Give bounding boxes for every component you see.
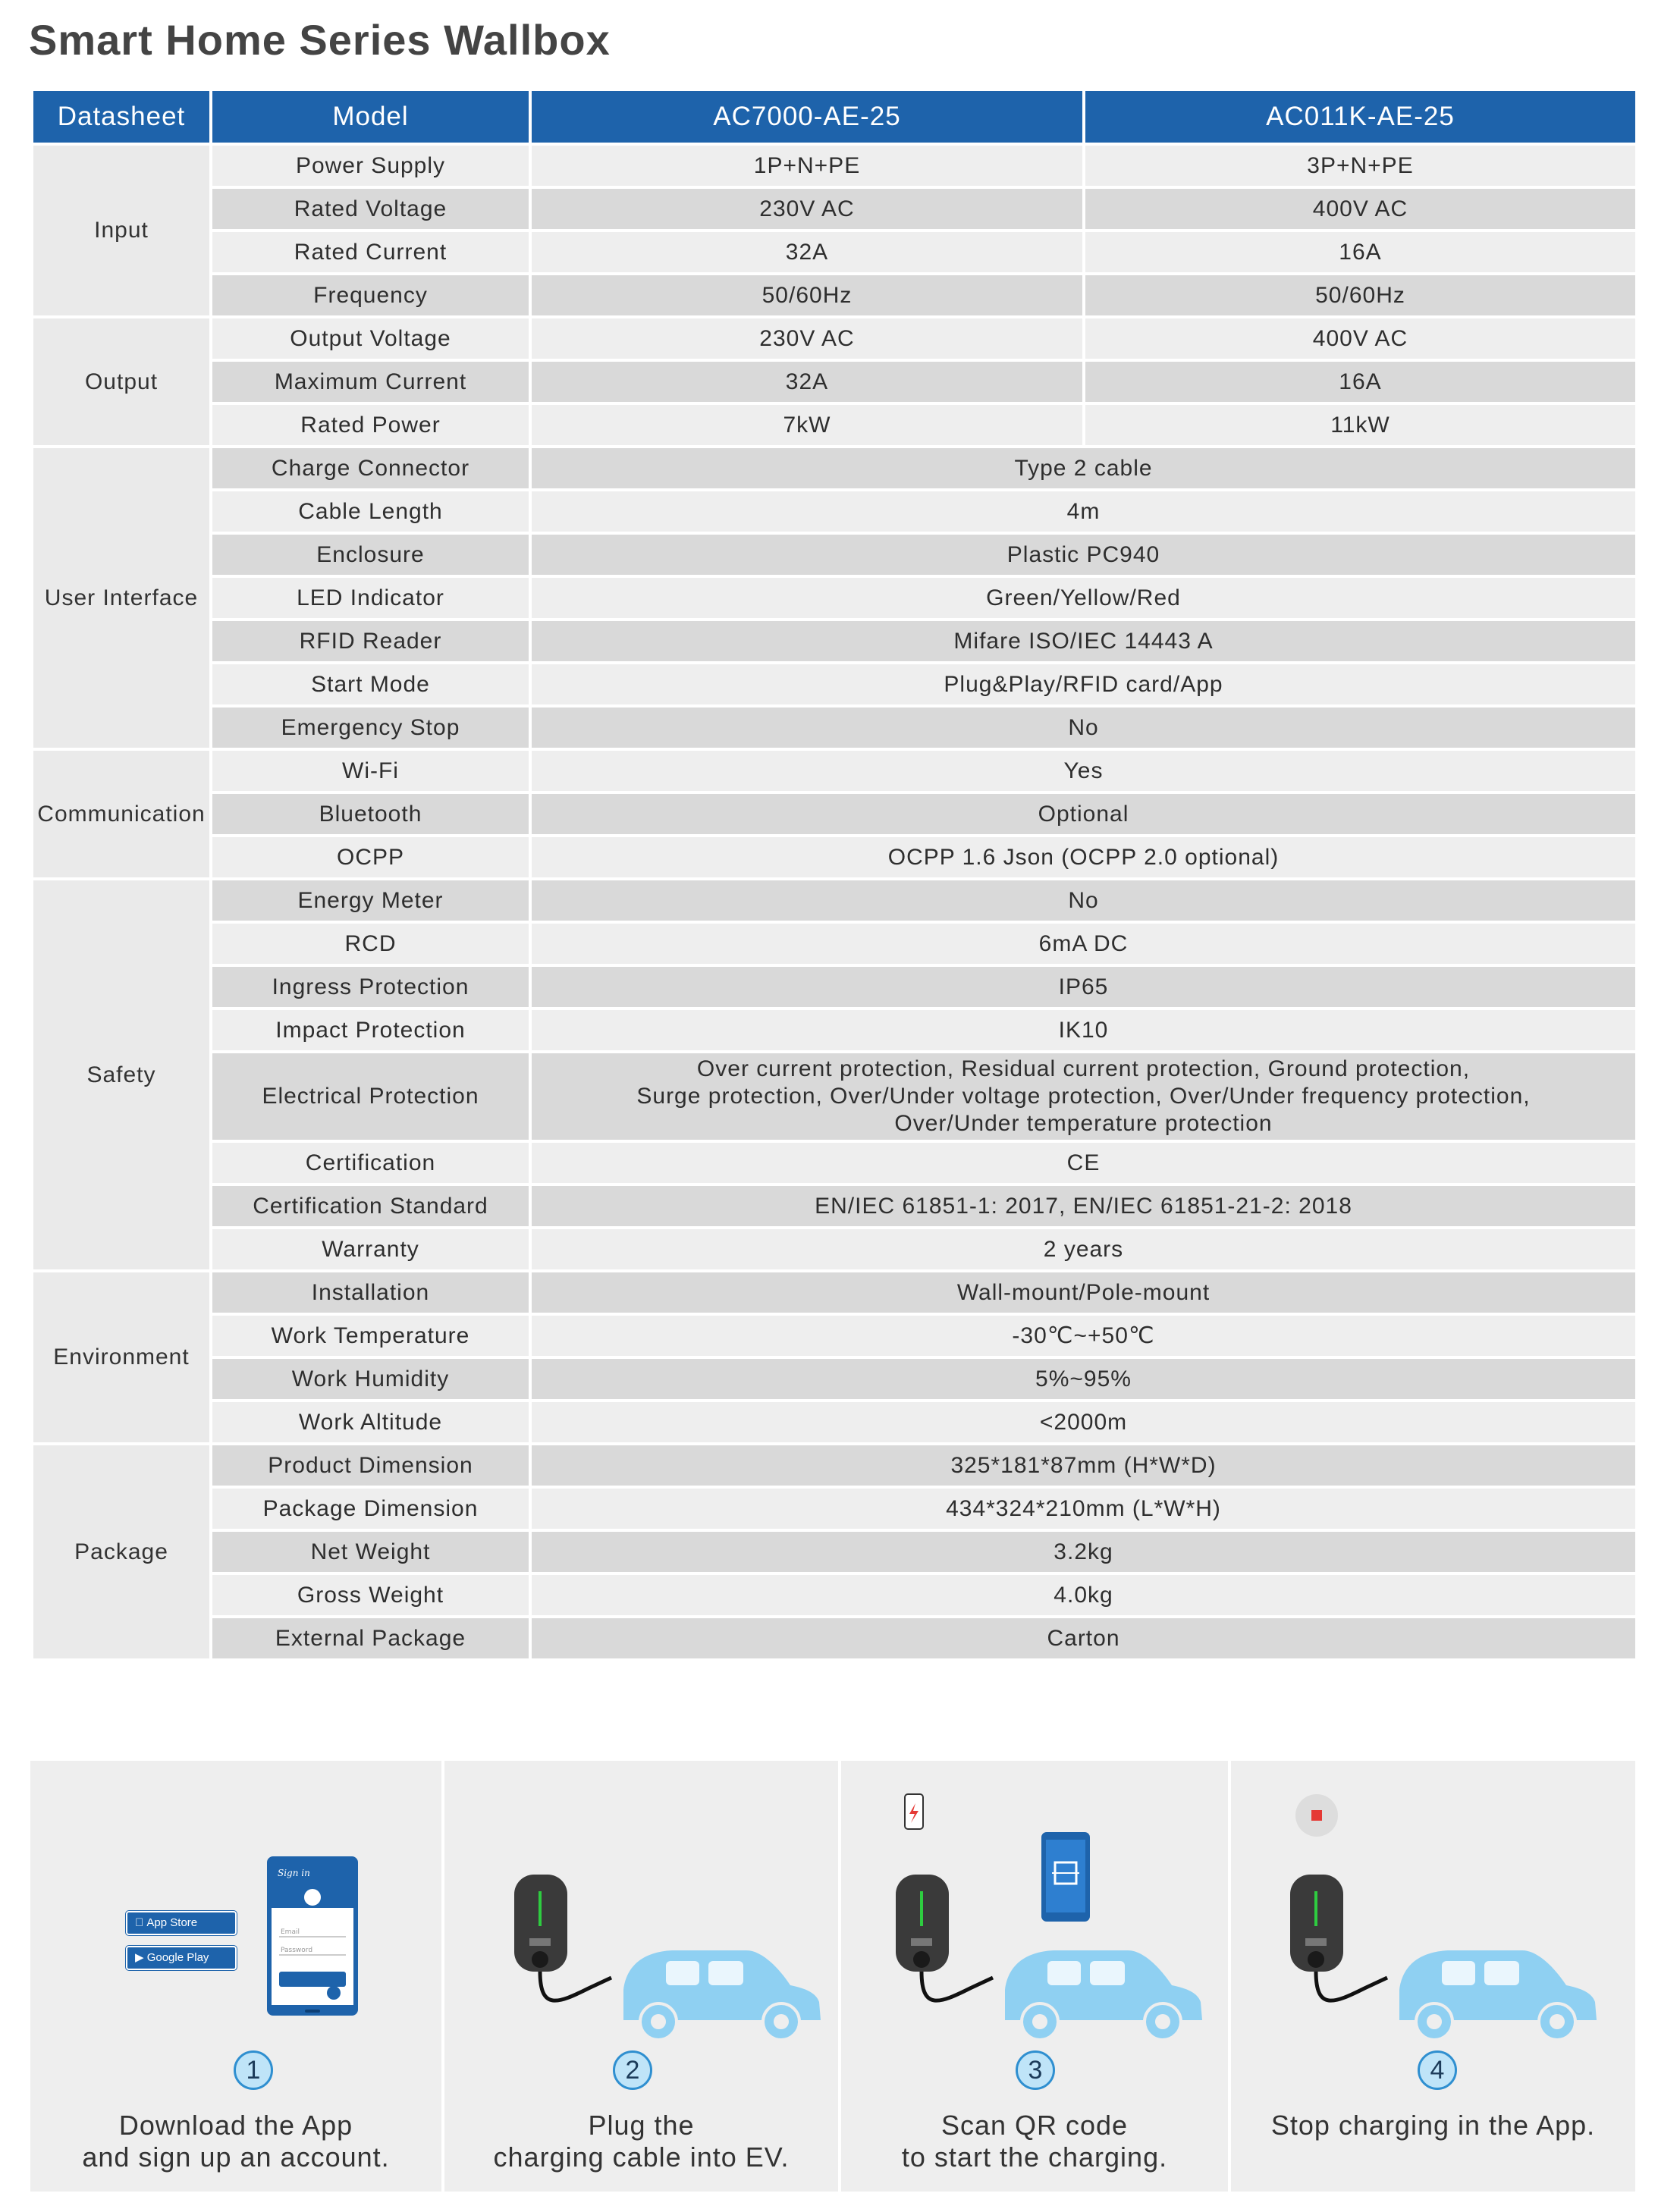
row-value: Yes xyxy=(530,749,1637,792)
app-store-label: App Store xyxy=(135,1916,186,1929)
row-value: 5%~95% xyxy=(530,1357,1637,1401)
row-label: LED Indicator xyxy=(211,576,530,620)
step-caption xyxy=(841,2110,1228,2173)
wheel-hub xyxy=(1032,2014,1047,2029)
row-label: Warranty xyxy=(211,1228,530,1271)
row-label: Output Voltage xyxy=(211,317,530,360)
step-2 xyxy=(444,1761,841,2192)
email-field: Email xyxy=(281,1928,300,1936)
car-window xyxy=(1047,1961,1081,1985)
row-value: IP65 xyxy=(530,965,1637,1009)
step-caption xyxy=(30,2110,441,2173)
table-row xyxy=(32,1357,1637,1401)
row-value: Type 2 cable xyxy=(530,447,1637,490)
wheel-hub xyxy=(774,2014,789,2029)
row-label: Wi-Fi xyxy=(211,749,530,792)
step-1 xyxy=(30,1761,444,2192)
row-label: Energy Meter xyxy=(211,879,530,922)
group-environment: Environment xyxy=(32,1271,211,1444)
header-datasheet: Datasheet xyxy=(32,89,211,144)
row-label: External Package xyxy=(211,1617,530,1660)
table-row xyxy=(32,1574,1637,1617)
table-row xyxy=(32,1184,1637,1228)
row-value: IK10 xyxy=(530,1009,1637,1052)
row-label: Work Temperature xyxy=(211,1314,530,1357)
led-strip xyxy=(1314,1891,1317,1926)
google-play-badge[interactable] xyxy=(126,1946,237,1970)
table-row xyxy=(32,1444,1637,1487)
led-strip xyxy=(539,1891,542,1926)
table-row xyxy=(32,231,1637,274)
step-4 xyxy=(1231,1761,1635,2192)
table-row xyxy=(32,144,1637,187)
step-caption-line: Download the App xyxy=(118,2110,353,2141)
row-value: -30℃~+50℃ xyxy=(530,1314,1637,1357)
car-window xyxy=(708,1961,743,1985)
group-input: Input xyxy=(32,144,211,317)
step-caption-line: Plug the xyxy=(588,2110,695,2141)
table-row xyxy=(32,1530,1637,1574)
step-3 xyxy=(841,1761,1231,2192)
table-row xyxy=(32,187,1637,231)
socket xyxy=(1308,1951,1324,1968)
step-caption-line: charging cable into EV. xyxy=(493,2141,790,2173)
charger-car-illustration xyxy=(444,1761,841,2049)
row-value: No xyxy=(530,879,1637,922)
row-value: <2000m xyxy=(530,1401,1637,1444)
table-row xyxy=(32,403,1637,447)
row-value: 325*181*87mm (H*W*D) xyxy=(530,1444,1637,1487)
wheel-hub xyxy=(1427,2014,1442,2029)
home-indicator xyxy=(305,2010,320,2013)
row-label: Certification Standard xyxy=(211,1184,530,1228)
row-value: 4m xyxy=(530,490,1637,533)
step-number: 2 xyxy=(613,2050,652,2090)
step-caption-line: Scan QR code xyxy=(940,2110,1129,2141)
table-row xyxy=(32,749,1637,792)
table-row xyxy=(32,1314,1637,1357)
row-value-a: 230V AC xyxy=(530,317,1084,360)
charging-cable xyxy=(1316,1972,1387,2000)
step-caption xyxy=(1231,2110,1635,2141)
table-row xyxy=(32,836,1637,879)
step-caption xyxy=(444,2110,838,2173)
usage-steps xyxy=(30,1761,1635,2192)
row-value: Carton xyxy=(530,1617,1637,1660)
charging-cable xyxy=(540,1972,611,2000)
step-caption-line: Stop charging in the App. xyxy=(1270,2110,1596,2141)
step-caption-line: and sign up an account. xyxy=(82,2141,390,2173)
phone-screen xyxy=(1046,1840,1085,1912)
row-value: OCPP 1.6 Json (OCPP 2.0 optional) xyxy=(530,836,1637,879)
car-window xyxy=(666,1961,699,1985)
page-title: Smart Home Series Wallbox xyxy=(29,16,611,64)
table-row xyxy=(32,1617,1637,1660)
table-row xyxy=(32,1271,1637,1314)
rfid-area xyxy=(529,1938,551,1946)
table-row xyxy=(32,1401,1637,1444)
scan-illustration xyxy=(841,1761,1231,2049)
table-row xyxy=(32,1052,1637,1141)
row-label: Ingress Protection xyxy=(211,965,530,1009)
group-safety: Safety xyxy=(32,879,211,1271)
header-model-a: AC7000-AE-25 xyxy=(530,89,1084,144)
app-store-badge[interactable] xyxy=(126,1911,237,1935)
wheel-hub xyxy=(1550,2014,1565,2029)
row-label: Package Dimension xyxy=(211,1487,530,1530)
phone-illustration xyxy=(30,1761,444,2049)
row-label: RFID Reader xyxy=(211,620,530,663)
stop-square xyxy=(1311,1810,1322,1821)
row-value: 434*324*210mm (L*W*H) xyxy=(530,1487,1637,1530)
row-label: Work Humidity xyxy=(211,1357,530,1401)
rfid-area xyxy=(911,1938,932,1946)
group-output: Output xyxy=(32,317,211,447)
charging-cable xyxy=(922,1972,993,2000)
password-field: Password xyxy=(281,1947,313,1954)
group-communication: Communication xyxy=(32,749,211,879)
step-caption-line: to start the charging. xyxy=(901,2141,1168,2173)
step-number: 1 xyxy=(234,2050,273,2090)
table-row xyxy=(32,663,1637,706)
table-row xyxy=(32,1487,1637,1530)
table-row xyxy=(32,533,1637,576)
table-row xyxy=(32,360,1637,403)
row-label: Bluetooth xyxy=(211,792,530,836)
row-label: Product Dimension xyxy=(211,1444,530,1487)
row-label: OCPP xyxy=(211,836,530,879)
row-value: EN/IEC 61851-1: 2017, EN/IEC 61851-21-2: 2018 xyxy=(530,1184,1637,1228)
row-value: No xyxy=(530,706,1637,749)
row-value-a: 32A xyxy=(530,231,1084,274)
table-row xyxy=(32,576,1637,620)
row-label: Net Weight xyxy=(211,1530,530,1574)
table-row xyxy=(32,447,1637,490)
header-model-b: AC011K-AE-25 xyxy=(1084,89,1637,144)
row-value: Mifare ISO/IEC 14443 A xyxy=(530,620,1637,663)
socket xyxy=(532,1951,548,1968)
led-strip xyxy=(920,1891,923,1926)
row-label: Rated Power xyxy=(211,403,530,447)
row-label: Installation xyxy=(211,1271,530,1314)
row-value-b: 11kW xyxy=(1084,403,1637,447)
step-number: 3 xyxy=(1016,2050,1055,2090)
row-value-b: 400V AC xyxy=(1084,187,1637,231)
row-label: Electrical Protection xyxy=(211,1052,530,1141)
row-label: Power Supply xyxy=(211,144,530,187)
row-value-line: Over/Under temperature protection xyxy=(894,1111,1273,1136)
wheel-hub xyxy=(651,2014,666,2029)
socket xyxy=(913,1951,930,1968)
row-value: Wall-mount/Pole-mount xyxy=(530,1271,1637,1314)
row-label: Impact Protection xyxy=(211,1009,530,1052)
row-value-b: 16A xyxy=(1084,231,1637,274)
step-number: 4 xyxy=(1418,2050,1457,2090)
row-value: 2 years xyxy=(530,1228,1637,1271)
row-value: Plug&Play/RFID card/App xyxy=(530,663,1637,706)
car-window xyxy=(1484,1961,1519,1985)
row-label: Charge Connector xyxy=(211,447,530,490)
table-row xyxy=(32,1009,1637,1052)
row-value-line: Surge protection, Over/Under voltage protection, Over/Under frequency protection, xyxy=(636,1084,1531,1109)
table-row xyxy=(32,922,1637,965)
row-label: Enclosure xyxy=(211,533,530,576)
row-value-a: 32A xyxy=(530,360,1084,403)
table-row xyxy=(32,792,1637,836)
row-value-a: 1P+N+PE xyxy=(530,144,1084,187)
row-label: Rated Voltage xyxy=(211,187,530,231)
row-value-a: 230V AC xyxy=(530,187,1084,231)
submit-icon xyxy=(327,1986,341,2000)
row-value-b: 16A xyxy=(1084,360,1637,403)
row-label: Start Mode xyxy=(211,663,530,706)
table-row xyxy=(32,274,1637,317)
row-label: Maximum Current xyxy=(211,360,530,403)
row-value-b: 50/60Hz xyxy=(1084,274,1637,317)
stop-illustration xyxy=(1231,1761,1635,2049)
table-row xyxy=(32,965,1637,1009)
car-window xyxy=(1442,1961,1475,1985)
group-package: Package xyxy=(32,1444,211,1660)
datasheet-table xyxy=(30,88,1638,1661)
row-value: Optional xyxy=(530,792,1637,836)
row-value-a: 7kW xyxy=(530,403,1084,447)
row-label: Emergency Stop xyxy=(211,706,530,749)
header-model: Model xyxy=(211,89,530,144)
row-value: 4.0kg xyxy=(530,1574,1637,1617)
table-row xyxy=(32,706,1637,749)
play-icon: ▶ xyxy=(135,1951,147,1964)
row-value-a: 50/60Hz xyxy=(530,274,1084,317)
wheel-hub xyxy=(1155,2014,1170,2029)
row-label: Work Altitude xyxy=(211,1401,530,1444)
table-row xyxy=(32,317,1637,360)
rfid-area xyxy=(1305,1938,1327,1946)
google-play-label: Google Play xyxy=(146,1951,209,1964)
row-value: 3.2kg xyxy=(530,1530,1637,1574)
row-label: Frequency xyxy=(211,274,530,317)
row-value-b: 3P+N+PE xyxy=(1084,144,1637,187)
table-row xyxy=(32,490,1637,533)
table-row xyxy=(32,879,1637,922)
table-row xyxy=(32,620,1637,663)
row-value-b: 400V AC xyxy=(1084,317,1637,360)
row-label: Gross Weight xyxy=(211,1574,530,1617)
table-header-row xyxy=(32,89,1637,144)
row-value: Green/Yellow/Red xyxy=(530,576,1637,620)
phone-title: Sign in xyxy=(278,1868,310,1878)
sign-in-bar xyxy=(279,1972,346,1987)
group-user-interface: User Interface xyxy=(32,447,211,749)
table-row xyxy=(32,1141,1637,1184)
row-value: CE xyxy=(530,1141,1637,1184)
row-label: Cable Length xyxy=(211,490,530,533)
row-label: Rated Current xyxy=(211,231,530,274)
row-value xyxy=(530,1052,1637,1141)
car-window xyxy=(1090,1961,1125,1985)
table-row xyxy=(32,1228,1637,1271)
avatar-icon xyxy=(303,1888,322,1906)
row-label: Certification xyxy=(211,1141,530,1184)
apple-icon xyxy=(135,1916,146,1929)
row-value: Plastic PC940 xyxy=(530,533,1637,576)
row-value-line: Over current protection, Residual current protection, Ground protection, xyxy=(696,1056,1471,1081)
row-label: RCD xyxy=(211,922,530,965)
row-value: 6mA DC xyxy=(530,922,1637,965)
